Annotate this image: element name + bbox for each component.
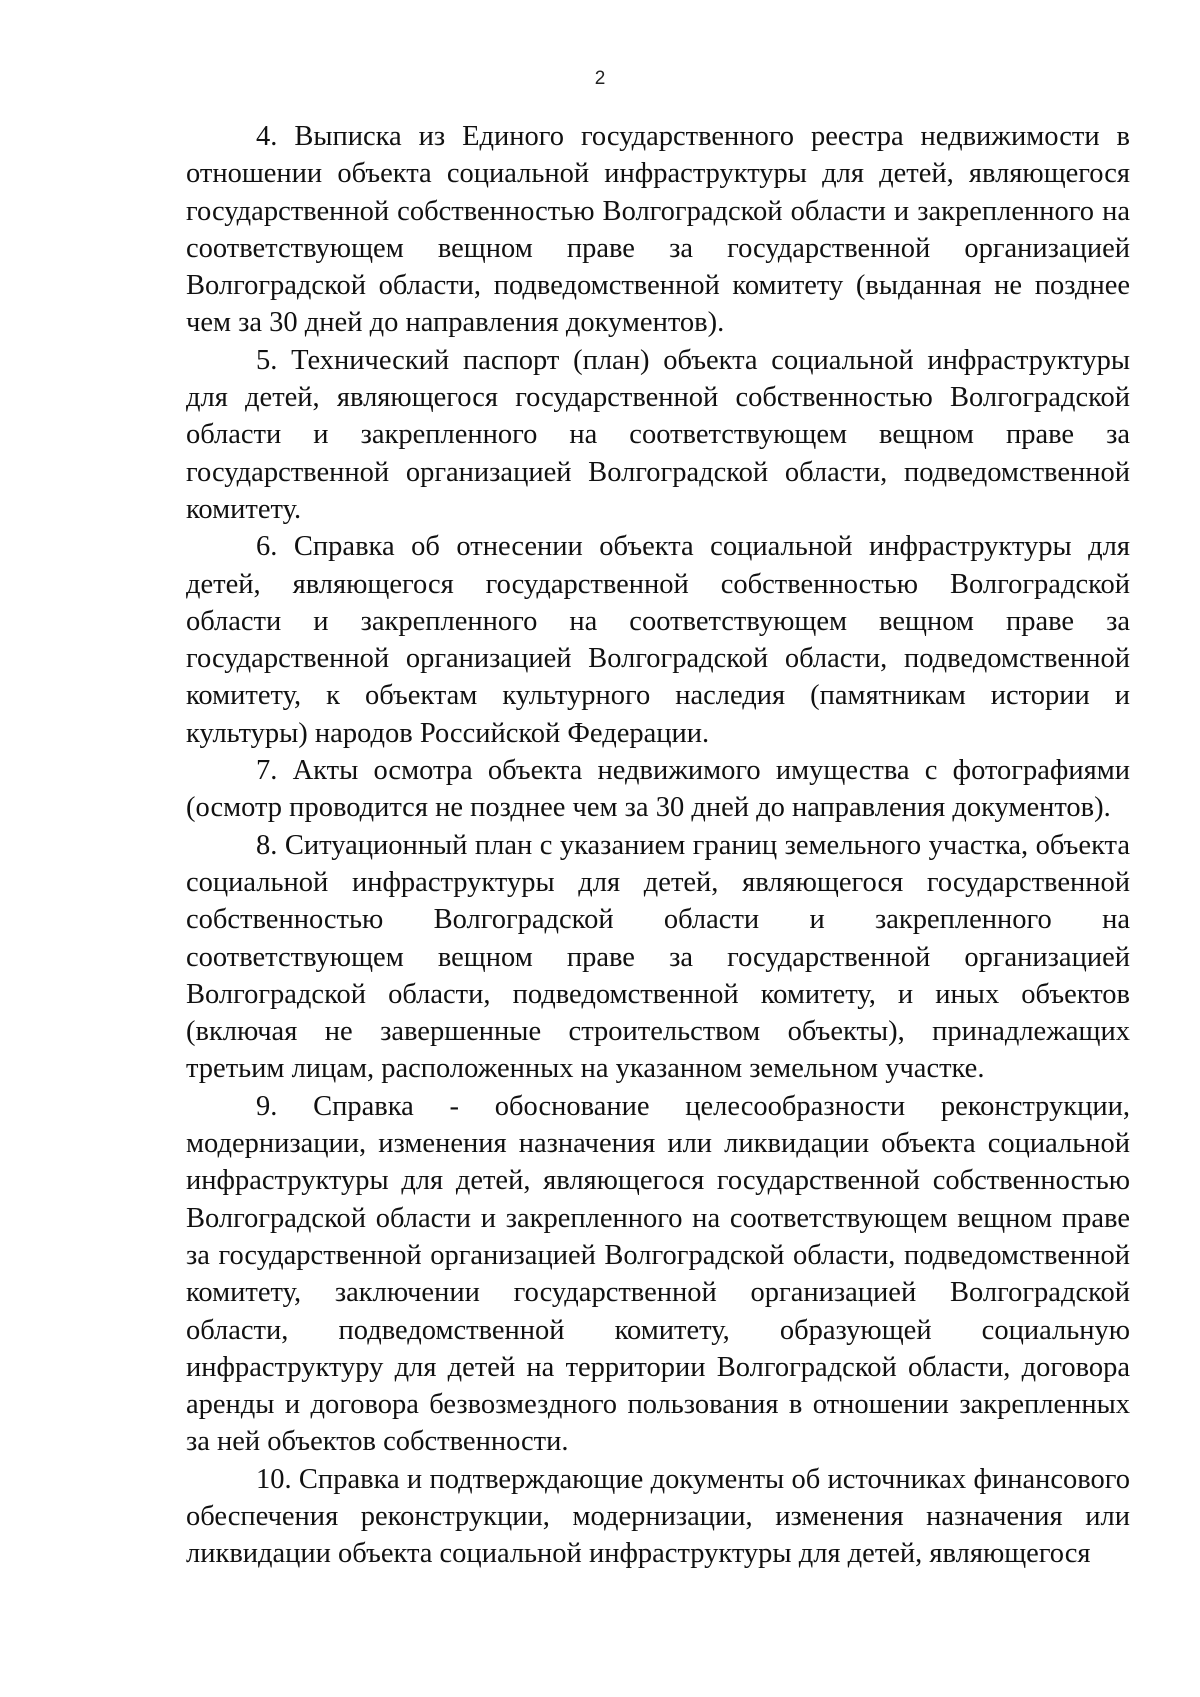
paragraph-item-9: 9. Справка - обоснование целесообразности реконструкции, модернизации, изменения назначения или ликвидации объекта социальной инфраструктуры для детей, являющегося государственной собственностью Волгоградской области и закрепленного на соответствующем вещном праве за государственной организацией Волгоградской области, подведомственной комитету, заключении государственной организацией Волгоградской области, подведомственной комитету, образующей социальную инфраструктуру для детей на территории Волгоградской области, договора аренды и договора безвозмездного пользования в отношении закрепленных за ней объектов собственности. [186,1090,1130,1458]
document-body [186,118,1130,1573]
paragraph-item-4: 4. Выписка из Единого государственного реестра недвижимости в отношении объекта социальной инфраструктуры для детей, являющегося государственной собственностью Волгоградской области и закрепленного на соответствующем вещном праве за государственной организацией Волгоградской области, подведомственной комитету (выданная не позднее чем за 30 дней до направления документов). [186,121,1130,339]
paragraph-item-5: 5. Технический паспорт (план) объекта социальной инфраструктуры для детей, являющегося государственной собственностью Волгоградской области и закрепленного на соответствующем вещном праве за государственной организацией Волгоградской области, подведомственной комитету. [186,344,1130,525]
paragraph-item-8: 8. Ситуационный план с указанием границ земельного участка, объекта социальной инфраструктуры для детей, являющегося государственной собственностью Волгоградской области и закрепленного на соответствующем вещном праве за государственной организацией Волгоградской области, подведомственной комитету, и иных объектов (включая не завершенные строительством объекты), принадлежащих третьим лицам, расположенных на указанном земельном участке. [186,829,1130,1085]
page-number: 2 [594,68,606,89]
paragraph-item-6: 6. Справка об отнесении объекта социальной инфраструктуры для детей, являющегося государственной собственностью Волгоградской области и закрепленного на соответствующем вещном праве за государственной организацией Волгоградской области, подведомственной комитету, к объектам культурного наследия (памятникам истории и культуры) народов Российской Федерации. [186,531,1130,749]
paragraph-item-7: 7. Акты осмотра объекта недвижимого имущества с фотографиями (осмотр проводится не позднее чем за 30 дней до направления документов). [186,755,1130,824]
paragraph-item-10: 10. Справка и подтверждающие документы об источниках финансового обеспечения реконструкции, модернизации, изменения назначения или ликвидации объекта социальной инфраструктуры для детей, являющегося [186,1463,1130,1570]
